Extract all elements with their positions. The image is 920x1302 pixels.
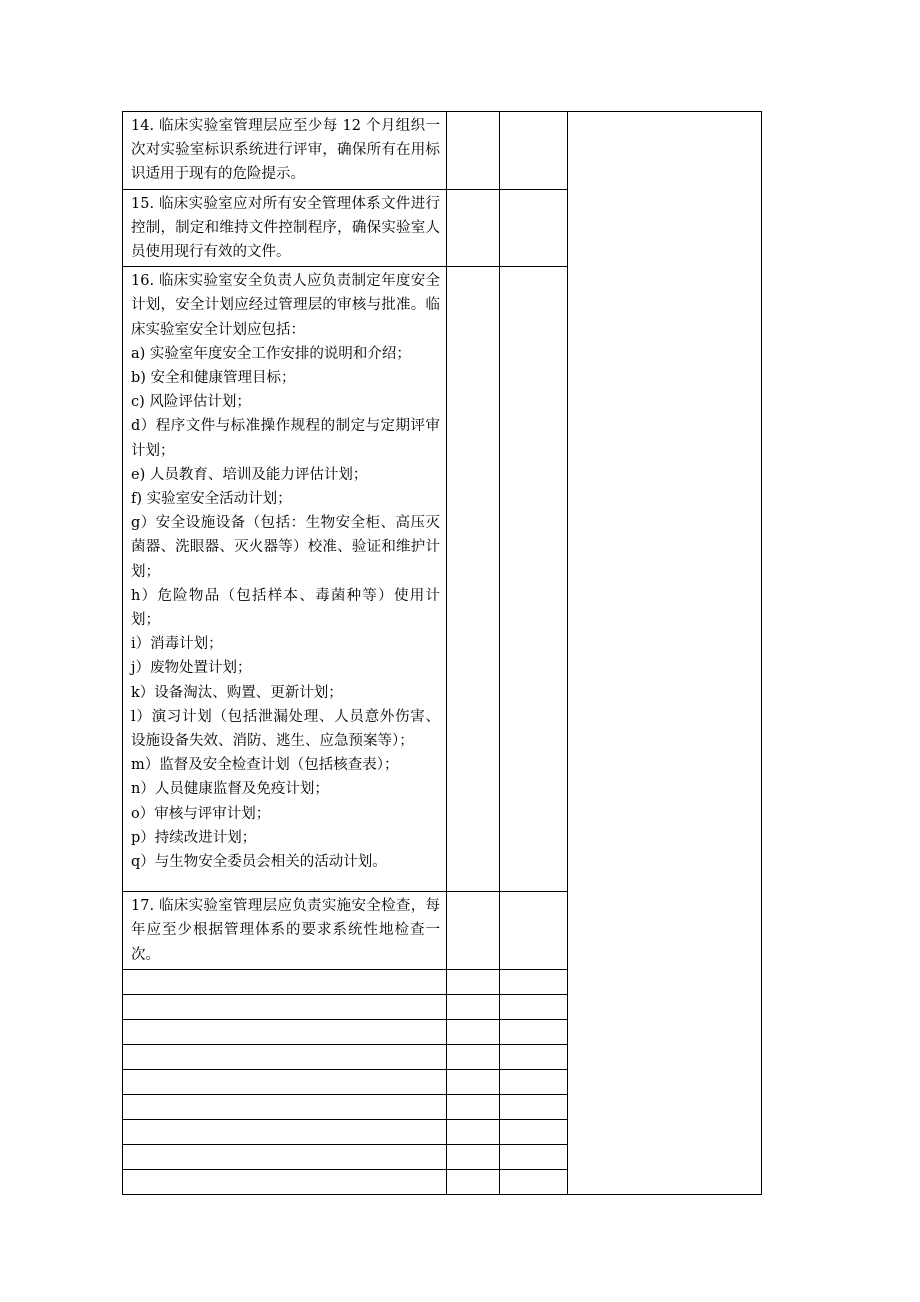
check-cell[interactable]	[500, 969, 568, 994]
requirement-cell	[123, 267, 447, 892]
check-cell[interactable]	[447, 1119, 500, 1144]
checklist-table	[122, 111, 762, 1195]
check-cell[interactable]	[447, 267, 500, 892]
blank-cell[interactable]	[123, 969, 447, 994]
check-cell[interactable]	[447, 112, 500, 190]
plan-item-o: o）审核与评审计划；	[131, 805, 271, 822]
plan-item-m: m）监督及安全检查计划（包括核查表）；	[131, 757, 399, 774]
check-cell[interactable]	[500, 1069, 568, 1094]
blank-cell[interactable]	[123, 994, 447, 1019]
plan-item-e: e) 人员教育、培训及能力评估计划；	[131, 466, 368, 483]
blank-cell[interactable]	[123, 1169, 447, 1194]
check-cell[interactable]	[500, 1119, 568, 1144]
remarks-cell[interactable]	[568, 112, 762, 1195]
plan-item-n: n）人员健康监督及免疫计划；	[131, 781, 329, 798]
table-row	[123, 112, 762, 190]
requirement-14-text: 14. 临床实验室管理层应至少每 12 个月组织一次对实验室标识系统进行评审，确保所有在用标识适用于现有的危险提示。	[131, 118, 440, 183]
plan-item-j: j）废物处置计划；	[131, 660, 252, 677]
check-cell[interactable]	[447, 1019, 500, 1044]
plan-item-h: h）危险物品（包括样本、毒菌种等）使用计划；	[131, 587, 440, 629]
plan-item-d: d）程序文件与标准操作规程的制定与定期评审计划；	[131, 418, 440, 459]
blank-cell[interactable]	[123, 1119, 447, 1144]
check-cell[interactable]	[447, 189, 500, 267]
blank-cell[interactable]	[123, 1144, 447, 1169]
plan-item-p: p）持续改进计划；	[131, 829, 257, 846]
plan-item-q: q）与生物安全委员会相关的活动计划。	[131, 854, 387, 871]
check-cell[interactable]	[447, 969, 500, 994]
plan-item-f: f) 实验室安全活动计划；	[131, 491, 292, 508]
requirement-16-intro: 16. 临床实验室安全负责人应负责制定年度安全计划，安全计划应经过管理层的审核与批准。临床实验室安全计划应包括：	[131, 273, 440, 338]
requirement-cell	[123, 189, 447, 267]
check-cell[interactable]	[500, 1094, 568, 1119]
requirement-cell	[123, 112, 447, 190]
plan-item-k: k）设备淘汰、购置、更新计划；	[131, 684, 343, 701]
check-cell[interactable]	[500, 112, 568, 190]
check-cell[interactable]	[500, 1144, 568, 1169]
check-cell[interactable]	[500, 994, 568, 1019]
blank-cell[interactable]	[123, 1044, 447, 1069]
plan-item-l: l）演习计划（包括泄漏处理、人员意外伤害、设施设备失效、消防、逃生、应急预案等）；	[131, 708, 440, 750]
plan-item-a: a) 实验室年度安全工作安排的说明和介绍；	[131, 345, 411, 362]
check-cell[interactable]	[500, 892, 568, 970]
check-cell[interactable]	[447, 892, 500, 970]
requirement-15-text: 15. 临床实验室应对所有安全管理体系文件进行控制，制定和维持文件控制程序，确保实验室人员使用现行有效的文件。	[131, 195, 440, 261]
check-cell[interactable]	[500, 267, 568, 892]
plan-item-g: g）安全设施设备（包括：生物安全柜、高压灭菌器、洗眼器、灭火器等）校准、验证和维护计划；	[131, 515, 440, 580]
check-cell[interactable]	[500, 189, 568, 267]
requirement-17-text: 17. 临床实验室管理层应负责实施安全检查，每年应至少根据管理体系的要求系统性地检查一次。	[131, 898, 440, 963]
blank-cell[interactable]	[123, 1094, 447, 1119]
check-cell[interactable]	[447, 1044, 500, 1069]
requirement-cell	[123, 892, 447, 970]
blank-cell[interactable]	[123, 1069, 447, 1094]
plan-item-c: c) 风险评估计划；	[131, 394, 251, 411]
check-cell[interactable]	[500, 1044, 568, 1069]
check-cell[interactable]	[447, 994, 500, 1019]
check-cell[interactable]	[447, 1069, 500, 1094]
plan-item-i: i）消毒计划；	[131, 636, 223, 653]
check-cell[interactable]	[447, 1144, 500, 1169]
check-cell[interactable]	[500, 1019, 568, 1044]
check-cell[interactable]	[447, 1094, 500, 1119]
check-cell[interactable]	[447, 1169, 500, 1194]
check-cell[interactable]	[500, 1169, 568, 1194]
blank-cell[interactable]	[123, 1019, 447, 1044]
plan-item-b: b) 安全和健康管理目标；	[131, 370, 296, 387]
